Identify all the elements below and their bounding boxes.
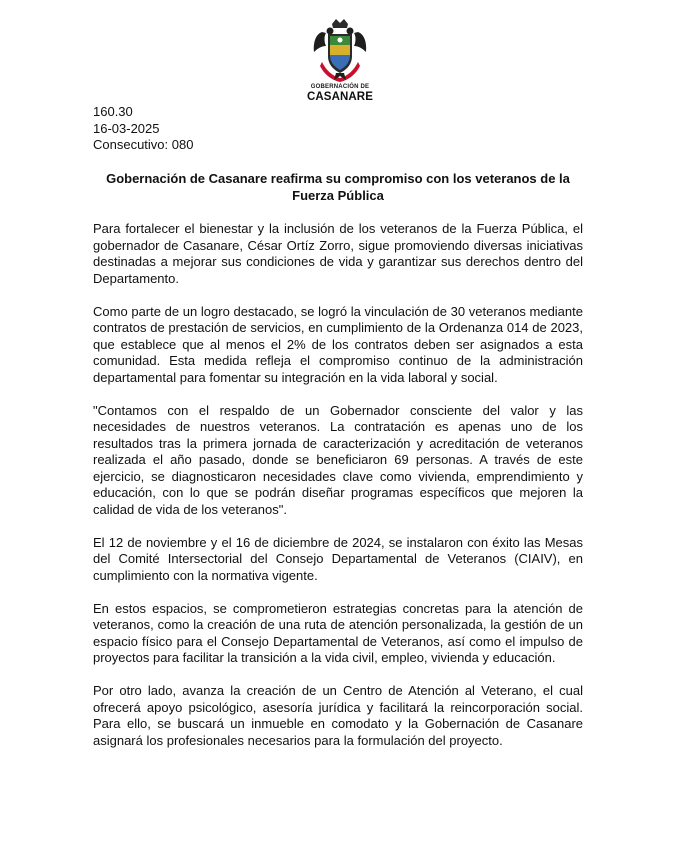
body-paragraph: "Contamos con el respaldo de un Gobernador consciente del valor y las necesidades de nuestros veteranos. La contratación es apenas uno de los resultados tras la primera jornada de caracterización y acreditación de veteranos realizada el año pasado, donde se beneficiaron 69 personas. A través de este ejercicio, se diagnosticaron necesidades clave como vivienda, emprendimiento y educación, con lo que se podrán diseñar programas específicos que mejoren la calidad de vida de los veteranos". — [93, 402, 583, 517]
body-paragraph: Por otro lado, avanza la creación de un Centro de Atención al Veterano, el cual ofrecerá apoyo psicológico, asesoría jurídica y facilitará la reincorporación social. Para ello, se buscará un inmueble en comodato y la Gobernación de Casanare asignará los profesionales necesarios para la formulación del proyecto. — [93, 683, 583, 748]
casanare-coat-of-arms-icon — [300, 18, 380, 84]
body-paragraph: Como parte de un logro destacado, se logró la vinculación de 30 veteranos mediante contratos de prestación de servicios, en cumplimiento de la Ordenanza 014 de 2023, que establece que al menos el 2% de los contratos deben ser asignados a esta comunidad. Esta medida refleja el compromiso continuo de la administración departamental para fomentar su integración en la vida laboral y social. — [93, 303, 583, 385]
logo-caption-big: CASANARE — [307, 91, 373, 103]
casanare-logo — [300, 18, 380, 106]
document-consecutive: Consecutivo: 080 — [93, 137, 194, 152]
body-paragraph: En estos espacios, se comprometieron estrategias concretas para la atención de veteranos, como la creación de una ruta de atención personalizada, la gestión de un espacio físico para el Consejo Departamental de Veteranos, así como el impulso de proyectos para facilitar la transición a la vida civil, empleo, vivienda y educación. — [93, 600, 583, 665]
document-meta — [93, 104, 193, 154]
press-release-title: Gobernación de Casanare reafirma su compromiso con los veteranos de la Fuerza Pública — [106, 171, 570, 203]
body-paragraph: El 12 de noviembre y el 16 de diciembre de 2024, se instalaron con éxito las Mesas del Comité Intersectorial del Consejo Departamental de Veteranos (CIAIV), en cumplimiento con la normativa vigente. — [93, 534, 583, 583]
body-paragraph: Para fortalecer el bienestar y la inclusión de los veteranos de la Fuerza Pública, el gobernador de Casanare, César Ortíz Zorro, sigue promoviendo diversas iniciativas destinadas a mejorar sus condiciones de vida y garantizar sus derechos dentro del Departamento. — [93, 221, 583, 286]
press-release-body — [93, 221, 583, 766]
document-code: 160.30 — [93, 104, 133, 119]
logo-caption-small: GOBERNACIÓN DE — [310, 84, 370, 90]
document-date: 16-03-2025 — [93, 120, 160, 136]
